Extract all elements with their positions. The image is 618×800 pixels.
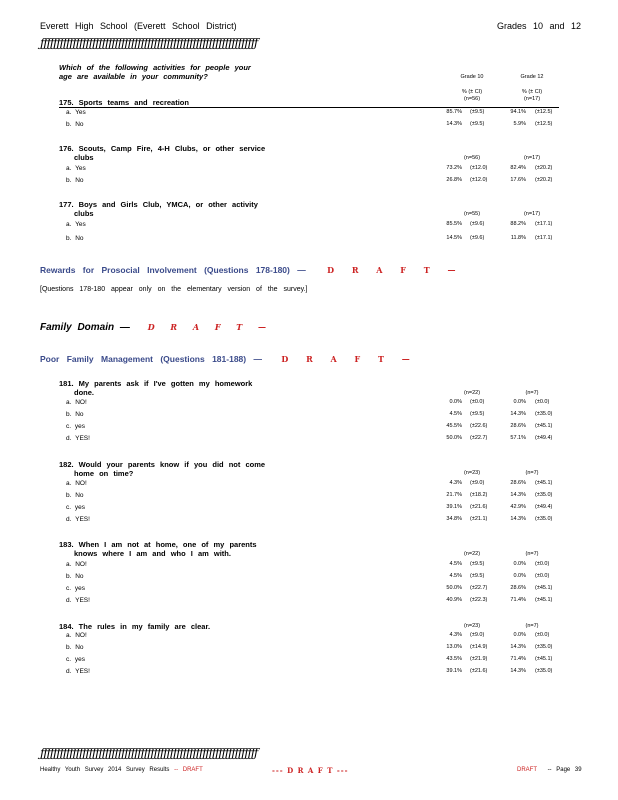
grade10-percent: 85.5% bbox=[446, 221, 462, 227]
grade10-percent: 39.1% bbox=[446, 504, 462, 510]
grade10-ci: (±9.5) bbox=[470, 121, 485, 127]
answer-label: b. No bbox=[66, 644, 84, 651]
intro-line2: age are available in your community? bbox=[59, 72, 208, 81]
grade12-ci: (±35.0) bbox=[535, 668, 553, 674]
n-count: (n=7) bbox=[525, 551, 539, 557]
n-count: (n=7) bbox=[525, 390, 539, 396]
draft-mark: D R A F T — bbox=[147, 322, 272, 332]
section-title: Rewards for Prosocial Involvement (Questions 178-180) — bbox=[40, 265, 306, 275]
grade10-percent: 4.3% bbox=[449, 480, 462, 486]
grade12-percent: 28.6% bbox=[510, 585, 526, 591]
grade10-percent: 40.9% bbox=[446, 597, 462, 603]
grade12-ci: (±45.1) bbox=[535, 585, 553, 591]
grade12-percent: 94.1% bbox=[510, 109, 526, 115]
grade10-ci: (±18.2) bbox=[470, 492, 488, 498]
grade12-percent: 14.3% bbox=[510, 492, 526, 498]
grade12-ci: (±20.2) bbox=[535, 165, 553, 171]
grade12-percent: 17.6% bbox=[510, 177, 526, 183]
grade12-ci: (±20.2) bbox=[535, 177, 553, 183]
grade10-ci: (±9.0) bbox=[470, 632, 485, 638]
question-title: 175. Sports teams and recreation bbox=[59, 98, 189, 107]
divider bbox=[59, 107, 559, 108]
footer-center-draft: --- D R A F T --- bbox=[272, 766, 349, 775]
n-count: (n=23) bbox=[463, 623, 481, 629]
grade10-ci: (±22.7) bbox=[470, 435, 488, 441]
answer-label: b. No bbox=[66, 177, 84, 184]
grade10-ci: (±0.0) bbox=[470, 399, 485, 405]
grade12-percent: 88.2% bbox=[510, 221, 526, 227]
question-title: 177. Boys and Girls Club, YMCA, or other activity bbox=[59, 200, 258, 209]
answer-label: b. No bbox=[66, 492, 84, 499]
answer-label: b. No bbox=[66, 121, 84, 128]
grade12-percent: 0.0% bbox=[513, 399, 526, 405]
grade12-ci: (±35.0) bbox=[535, 411, 553, 417]
grade10-percent: 4.3% bbox=[449, 632, 462, 638]
grade12-percent: 0.0% bbox=[513, 561, 526, 567]
answer-label: c. yes bbox=[66, 656, 85, 663]
grade12-ci: (±45.1) bbox=[535, 480, 553, 486]
bottom-rule: ƒƒƒƒƒƒƒƒƒƒƒƒƒƒƒƒƒƒƒƒƒƒƒƒƒƒƒƒƒƒƒƒƒƒƒƒƒƒƒƒƒƒƒƒƒƒƒƒƒƒƒƒƒƒƒƒƒƒƒƒƒƒƒƒƒƒƒ bbox=[40, 746, 258, 760]
grade12-percent: 82.4% bbox=[510, 165, 526, 171]
grade12-percent: 28.6% bbox=[510, 480, 526, 486]
header-grades: Grades 10 and 12 bbox=[497, 21, 582, 31]
grade12-ci: (±0.0) bbox=[535, 399, 550, 405]
grade10-percent: 73.2% bbox=[446, 165, 462, 171]
grade10-percent: 50.0% bbox=[446, 435, 462, 441]
grade12-ci: (±49.4) bbox=[535, 435, 553, 441]
grade12-percent: 42.9% bbox=[510, 504, 526, 510]
answer-label: c. yes bbox=[66, 585, 85, 592]
question-title: 184. The rules in my family are clear. bbox=[59, 622, 211, 631]
grade10-ci: (±22.3) bbox=[470, 597, 488, 603]
answer-label: a. NO! bbox=[66, 399, 87, 406]
section-title: Poor Family Management (Questions 181-188) — bbox=[40, 354, 262, 364]
grade12-ci: (±35.0) bbox=[535, 516, 553, 522]
grade10-percent: 14.5% bbox=[446, 235, 462, 241]
answer-label: d. YES! bbox=[66, 597, 90, 604]
draft-mark: D R A F T — bbox=[327, 265, 461, 275]
question-title: 183. When I am not at home, one of my parents bbox=[59, 540, 257, 549]
grade10-percent: 4.5% bbox=[449, 561, 462, 567]
grade10-percent: 0.0% bbox=[449, 399, 462, 405]
grade10-ci: (±21.6) bbox=[470, 504, 488, 510]
answer-label: b. No bbox=[66, 573, 84, 580]
grade10-percent: 50.0% bbox=[446, 585, 462, 591]
grade10-percent: 4.5% bbox=[449, 573, 462, 579]
n-count: (n=7) bbox=[525, 623, 539, 629]
grade12-percent: 57.1% bbox=[510, 435, 526, 441]
grade12-ci: (±35.0) bbox=[535, 644, 553, 650]
answer-label: a. NO! bbox=[66, 480, 87, 487]
question-title-cont: knows where I am and who I am with. bbox=[74, 549, 231, 558]
question-title-cont: done. bbox=[74, 388, 94, 397]
grade10-percent: 45.5% bbox=[446, 423, 462, 429]
grade12-ci: (±0.0) bbox=[535, 632, 550, 638]
question-title: 176. Scouts, Camp Fire, 4-H Clubs, or other service bbox=[59, 144, 266, 153]
grade12-ci: (±0.0) bbox=[535, 561, 550, 567]
grade10-percent: 43.5% bbox=[446, 656, 462, 662]
grade10-ci: (±14.9) bbox=[470, 644, 488, 650]
n-count: (n=56) bbox=[463, 155, 481, 161]
footer-title: Healthy Youth Survey 2014 Survey Results bbox=[40, 767, 170, 773]
answer-label: d. YES! bbox=[66, 516, 90, 523]
grade10-ci: (±21.6) bbox=[470, 668, 488, 674]
col-grade12: Grade 12 bbox=[520, 74, 544, 80]
answer-label: a. Yes bbox=[66, 165, 86, 172]
answer-label: d. YES! bbox=[66, 435, 90, 442]
grade10-percent: 4.5% bbox=[449, 411, 462, 417]
answer-label: a. Yes bbox=[66, 109, 86, 116]
answer-label: d. YES! bbox=[66, 668, 90, 675]
grade12-percent: 14.3% bbox=[510, 516, 526, 522]
grade10-ci: (±9.5) bbox=[470, 573, 485, 579]
n-count: (n=17) bbox=[523, 96, 541, 102]
section-rewards bbox=[40, 265, 460, 275]
grade10-percent: 39.1% bbox=[446, 668, 462, 674]
grade12-percent: 71.4% bbox=[510, 656, 526, 662]
page-number: -- Page 39 bbox=[547, 767, 582, 773]
grade12-ci: (±35.0) bbox=[535, 492, 553, 498]
grade10-ci: (±9.5) bbox=[470, 109, 485, 115]
grade12-percent: 0.0% bbox=[513, 573, 526, 579]
grade12-percent: 0.0% bbox=[513, 632, 526, 638]
grade12-percent: 14.3% bbox=[510, 644, 526, 650]
answer-label: c. yes bbox=[66, 504, 85, 511]
n-count: (n=22) bbox=[463, 390, 481, 396]
answer-label: b. No bbox=[66, 411, 84, 418]
grade12-ci: (±49.4) bbox=[535, 504, 553, 510]
grade10-ci: (±12.0) bbox=[470, 177, 488, 183]
n-count: (n=22) bbox=[463, 551, 481, 557]
question-title: 182. Would your parents know if you did not come bbox=[59, 460, 266, 469]
answer-label: a. Yes bbox=[66, 221, 86, 228]
answer-label: c. yes bbox=[66, 423, 85, 430]
grade12-percent: 14.3% bbox=[510, 668, 526, 674]
n-count: (n=56) bbox=[463, 96, 481, 102]
col-pct-12: % (± CI) bbox=[521, 89, 543, 95]
grade10-ci: (±9.5) bbox=[470, 561, 485, 567]
answer-label: a. NO! bbox=[66, 561, 87, 568]
grade12-percent: 11.8% bbox=[510, 235, 526, 241]
n-count: (n=55) bbox=[463, 211, 481, 217]
draft-mark: D R A F T — bbox=[281, 354, 415, 364]
family-domain-heading bbox=[40, 322, 271, 333]
grade12-percent: 14.3% bbox=[510, 411, 526, 417]
grade10-ci: (±9.5) bbox=[470, 411, 485, 417]
grade10-ci: (±22.6) bbox=[470, 423, 488, 429]
grade10-percent: 34.8% bbox=[446, 516, 462, 522]
grade12-ci: (±17.1) bbox=[535, 235, 553, 241]
col-pct-10: % (± CI) bbox=[461, 89, 483, 95]
footer-right bbox=[517, 767, 582, 773]
section-title: Family Domain — bbox=[40, 322, 130, 333]
grade12-ci: (±0.0) bbox=[535, 573, 550, 579]
grade12-percent: 71.4% bbox=[510, 597, 526, 603]
grade10-ci: (±9.6) bbox=[470, 221, 485, 227]
answer-label: a. NO! bbox=[66, 632, 87, 639]
col-grade10: Grade 10 bbox=[460, 74, 484, 80]
grade10-ci: (±21.1) bbox=[470, 516, 488, 522]
intro-line1: Which of the following activities for people your bbox=[59, 63, 251, 72]
grade12-ci: (±45.1) bbox=[535, 423, 553, 429]
footer-draft: -- DRAFT bbox=[174, 767, 203, 773]
footer-right-draft: DRAFT bbox=[517, 767, 537, 773]
grade10-ci: (±12.0) bbox=[470, 165, 488, 171]
grade10-percent: 26.8% bbox=[446, 177, 462, 183]
n-count: (n=23) bbox=[463, 470, 481, 476]
grade12-ci: (±12.5) bbox=[535, 109, 553, 115]
n-count: (n=17) bbox=[523, 155, 541, 161]
grade10-percent: 85.7% bbox=[446, 109, 462, 115]
grade10-ci: (±21.9) bbox=[470, 656, 488, 662]
note-text: [Questions 178-180 appear only on the elementary version of the survey.] bbox=[40, 286, 308, 293]
top-rule: ƒƒƒƒƒƒƒƒƒƒƒƒƒƒƒƒƒƒƒƒƒƒƒƒƒƒƒƒƒƒƒƒƒƒƒƒƒƒƒƒƒƒƒƒƒƒƒƒƒƒƒƒƒƒƒƒƒƒƒƒƒƒƒƒƒƒƒ bbox=[40, 36, 258, 50]
n-count: (n=17) bbox=[523, 211, 541, 217]
question-title: 181. My parents ask if I've gotten my homework bbox=[59, 379, 253, 388]
question-title-cont: clubs bbox=[74, 209, 94, 218]
grade10-percent: 13.0% bbox=[446, 644, 462, 650]
question-title-cont: home on time? bbox=[74, 469, 134, 478]
n-count: (n=7) bbox=[525, 470, 539, 476]
grade10-percent: 21.7% bbox=[446, 492, 462, 498]
grade10-ci: (±9.0) bbox=[470, 480, 485, 486]
grade12-ci: (±12.5) bbox=[535, 121, 553, 127]
grade12-ci: (±45.1) bbox=[535, 656, 553, 662]
answer-label: b. No bbox=[66, 235, 84, 242]
question-title-cont: clubs bbox=[74, 153, 94, 162]
grade12-ci: (±17.1) bbox=[535, 221, 553, 227]
grade12-percent: 5.9% bbox=[513, 121, 526, 127]
grade12-ci: (±45.1) bbox=[535, 597, 553, 603]
grade12-percent: 28.6% bbox=[510, 423, 526, 429]
header-school: Everett High School (Everett School District) bbox=[40, 21, 237, 31]
grade10-ci: (±22.7) bbox=[470, 585, 488, 591]
footer-left bbox=[40, 767, 203, 773]
section-pfm bbox=[40, 354, 415, 364]
grade10-percent: 14.3% bbox=[446, 121, 462, 127]
grade10-ci: (±9.6) bbox=[470, 235, 485, 241]
